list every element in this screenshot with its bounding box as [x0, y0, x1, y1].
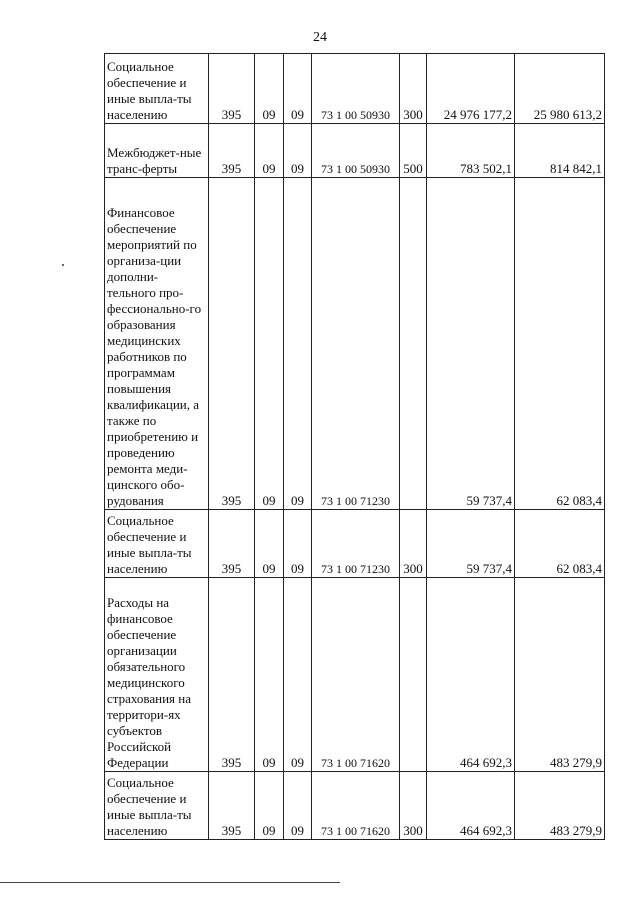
expense-type: 500: [400, 124, 427, 178]
table-row: [105, 772, 605, 840]
sum-year-2: 814 842,1: [515, 124, 605, 178]
expense-type: 300: [400, 54, 427, 124]
footer-divider: [0, 882, 340, 883]
row-name: Социальное обеспечение и иные выпла-ты населению: [105, 510, 209, 578]
row-name: Социальное обеспечение и иные выпла-ты населению: [105, 772, 209, 840]
expense-type: [400, 578, 427, 772]
sum-year-1: 24 976 177,2: [427, 54, 515, 124]
sum-year-2: 483 279,9: [515, 772, 605, 840]
ministry-code: 395: [209, 578, 255, 772]
subsection-code: 09: [284, 510, 312, 578]
expense-type: 300: [400, 510, 427, 578]
row-name: Финансовое обеспечение мероприятий по организа-ции дополни-тельного про-фессионально-го образования медицинских работников по программам повышения квалификации, а также по приобретению и проведению ремонта меди-цинского обо-рудования: [105, 178, 209, 510]
subsection-code: 09: [284, 772, 312, 840]
section-code: 09: [255, 510, 284, 578]
row-name: Межбюджет-ные транс-ферты: [105, 124, 209, 178]
ministry-code: 395: [209, 178, 255, 510]
expense-type: [400, 178, 427, 510]
target-article: 73 1 00 71230: [312, 178, 400, 510]
table-row: [105, 54, 605, 124]
section-code: 09: [255, 178, 284, 510]
target-article: 73 1 00 71620: [312, 772, 400, 840]
table-row: [105, 178, 605, 510]
subsection-code: 09: [284, 124, 312, 178]
sum-year-2: 483 279,9: [515, 578, 605, 772]
sum-year-2: 62 083,4: [515, 178, 605, 510]
target-article: 73 1 00 71620: [312, 578, 400, 772]
subsection-code: 09: [284, 178, 312, 510]
sum-year-1: 59 737,4: [427, 510, 515, 578]
subsection-code: 09: [284, 54, 312, 124]
section-code: 09: [255, 54, 284, 124]
section-code: 09: [255, 124, 284, 178]
target-article: 73 1 00 50930: [312, 54, 400, 124]
sum-year-1: 59 737,4: [427, 178, 515, 510]
sum-year-1: 464 692,3: [427, 578, 515, 772]
budget-table: [104, 53, 605, 840]
target-article: 73 1 00 71230: [312, 510, 400, 578]
ministry-code: 395: [209, 510, 255, 578]
section-code: 09: [255, 772, 284, 840]
scan-speck: [62, 264, 64, 266]
target-article: 73 1 00 50930: [312, 124, 400, 178]
sum-year-1: 783 502,1: [427, 124, 515, 178]
section-code: 09: [255, 578, 284, 772]
sum-year-2: 25 980 613,2: [515, 54, 605, 124]
table-row: [105, 578, 605, 772]
row-name: Расходы на финансовое обеспечение организации обязательного медицинского страхования на территори-ях субъектов Российской Федерации: [105, 578, 209, 772]
table-row: [105, 510, 605, 578]
ministry-code: 395: [209, 54, 255, 124]
table-row: [105, 124, 605, 178]
sum-year-1: 464 692,3: [427, 772, 515, 840]
ministry-code: 395: [209, 772, 255, 840]
page-number: 24: [313, 30, 327, 45]
ministry-code: 395: [209, 124, 255, 178]
sum-year-2: 62 083,4: [515, 510, 605, 578]
expense-type: 300: [400, 772, 427, 840]
row-name: Социальное обеспечение и иные выпла-ты населению: [105, 54, 209, 124]
subsection-code: 09: [284, 578, 312, 772]
